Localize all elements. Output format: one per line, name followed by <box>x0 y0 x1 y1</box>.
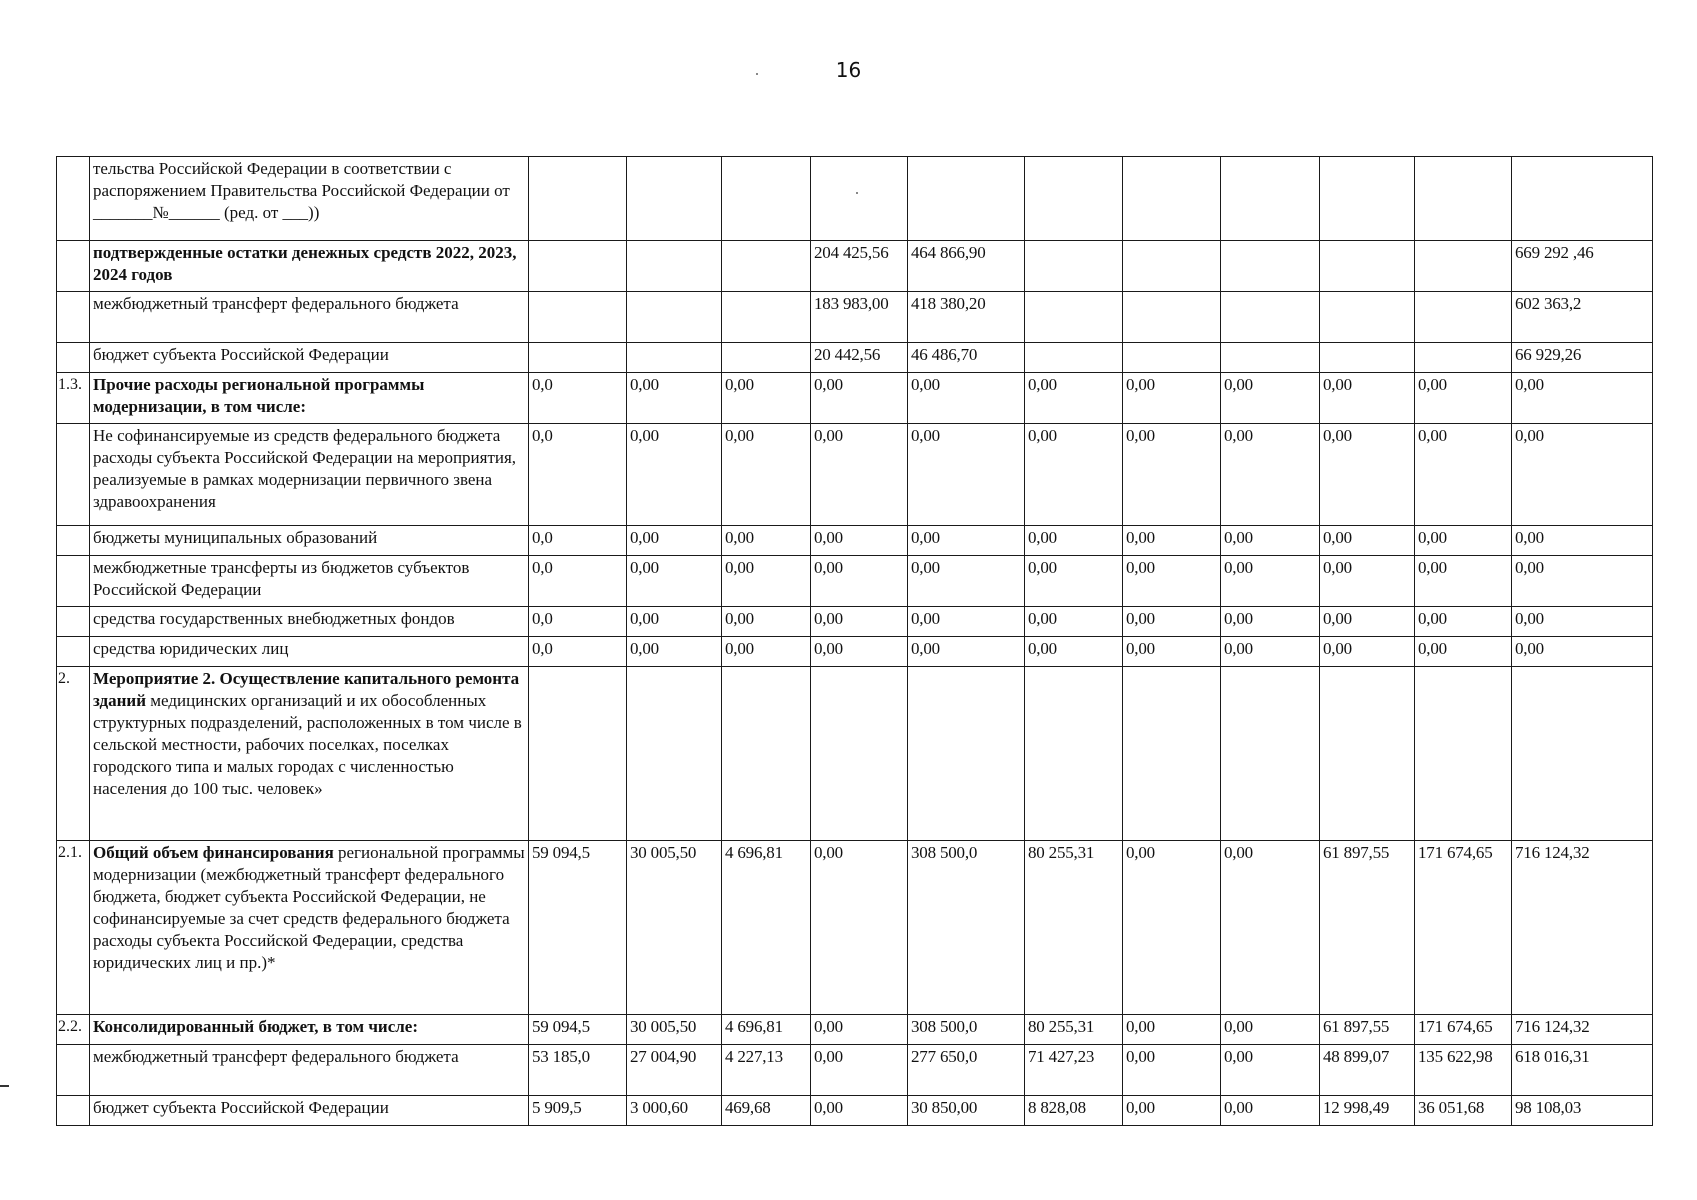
row-description <box>90 607 529 637</box>
row-description <box>90 1015 529 1045</box>
value-cell: 80 255,31 <box>1025 1015 1123 1045</box>
value-cell: 0,00 <box>1025 637 1123 667</box>
value-cell: 0,00 <box>1512 373 1653 424</box>
value-cell: 135 622,98 <box>1415 1045 1512 1096</box>
description-text: средства государственных внебюджетных фондов <box>93 609 455 628</box>
table-row <box>57 1096 1653 1126</box>
row-code <box>57 1096 90 1126</box>
value-cell: 0,00 <box>722 373 811 424</box>
value-cell: 0,00 <box>1415 373 1512 424</box>
value-cell: 0,00 <box>722 637 811 667</box>
value-cell: 0,00 <box>1320 373 1415 424</box>
row-description <box>90 343 529 373</box>
table-row <box>57 526 1653 556</box>
value-cell: 716 124,32 <box>1512 841 1653 1015</box>
value-cell: 12 998,49 <box>1320 1096 1415 1126</box>
value-cell: 0,00 <box>722 526 811 556</box>
value-cell <box>627 157 722 241</box>
value-cell: 669 292 ,46 <box>1512 241 1653 292</box>
value-cell: 0,00 <box>1415 607 1512 637</box>
value-cell: 308 500,0 <box>908 1015 1025 1045</box>
value-cell: 0,00 <box>811 1015 908 1045</box>
value-cell: 59 094,5 <box>529 1015 627 1045</box>
value-cell: 0,00 <box>1221 637 1320 667</box>
value-cell: 308 500,0 <box>908 841 1025 1015</box>
value-cell: 0,00 <box>1415 556 1512 607</box>
row-code: 2. <box>57 667 90 841</box>
value-cell: 98 108,03 <box>1512 1096 1653 1126</box>
value-cell <box>811 157 908 241</box>
value-cell <box>1221 292 1320 343</box>
value-cell: 80 255,31 <box>1025 841 1123 1015</box>
value-cell: 0,00 <box>811 556 908 607</box>
table-row <box>57 1045 1653 1096</box>
value-cell: 5 909,5 <box>529 1096 627 1126</box>
description-bold-text: подтвержденные остатки денежных средств 2022, 2023, 2024 годов <box>93 243 517 284</box>
row-code: 1.3. <box>57 373 90 424</box>
value-cell: 4 227,13 <box>722 1045 811 1096</box>
value-cell: 0,00 <box>1221 556 1320 607</box>
row-description <box>90 841 529 1015</box>
value-cell: 0,00 <box>1025 556 1123 607</box>
value-cell <box>1123 241 1221 292</box>
value-cell: 0,0 <box>529 637 627 667</box>
value-cell: 171 674,65 <box>1415 1015 1512 1045</box>
value-cell <box>1123 343 1221 373</box>
value-cell: 0,0 <box>529 607 627 637</box>
value-cell <box>722 343 811 373</box>
value-cell: 0,00 <box>1415 526 1512 556</box>
value-cell: 0,00 <box>627 373 722 424</box>
value-cell <box>1512 157 1653 241</box>
table-row <box>57 667 1653 841</box>
value-cell <box>1320 667 1415 841</box>
value-cell <box>1025 157 1123 241</box>
value-cell: 46 486,70 <box>908 343 1025 373</box>
value-cell: 0,00 <box>1123 841 1221 1015</box>
value-cell: 0,00 <box>1123 526 1221 556</box>
value-cell <box>908 667 1025 841</box>
table-row <box>57 292 1653 343</box>
value-cell: 0,00 <box>1320 637 1415 667</box>
value-cell: 0,00 <box>1221 1045 1320 1096</box>
value-cell: 0,00 <box>1512 526 1653 556</box>
value-cell <box>627 292 722 343</box>
value-cell: 0,00 <box>1025 424 1123 526</box>
value-cell: 0,00 <box>722 424 811 526</box>
row-description <box>90 157 529 241</box>
value-cell: 0,00 <box>627 607 722 637</box>
value-cell <box>1025 292 1123 343</box>
value-cell: 0,0 <box>529 424 627 526</box>
row-code: 2.2. <box>57 1015 90 1045</box>
value-cell: 0,00 <box>1320 526 1415 556</box>
description-text: межбюджетные трансферты из бюджетов субъектов Российской Федерации <box>93 558 470 599</box>
value-cell <box>529 667 627 841</box>
value-cell: 469,68 <box>722 1096 811 1126</box>
row-description <box>90 556 529 607</box>
value-cell: 0,00 <box>627 556 722 607</box>
value-cell <box>1320 157 1415 241</box>
financing-table <box>56 156 1653 1126</box>
value-cell: 3 000,60 <box>627 1096 722 1126</box>
value-cell <box>529 241 627 292</box>
value-cell: 0,00 <box>1221 424 1320 526</box>
table-row <box>57 607 1653 637</box>
value-cell <box>529 343 627 373</box>
value-cell <box>1123 157 1221 241</box>
value-cell: 0,00 <box>1123 1045 1221 1096</box>
row-code <box>57 556 90 607</box>
value-cell <box>722 667 811 841</box>
value-cell: 277 650,0 <box>908 1045 1025 1096</box>
value-cell <box>1320 292 1415 343</box>
value-cell: 0,00 <box>627 526 722 556</box>
value-cell: 0,00 <box>908 373 1025 424</box>
margin-mark <box>0 1085 9 1087</box>
value-cell <box>1320 241 1415 292</box>
value-cell <box>1221 343 1320 373</box>
value-cell: 0,00 <box>1415 637 1512 667</box>
row-description <box>90 1045 529 1096</box>
value-cell: 418 380,20 <box>908 292 1025 343</box>
value-cell: 36 051,68 <box>1415 1096 1512 1126</box>
value-cell: 0,00 <box>1025 526 1123 556</box>
row-code <box>57 157 90 241</box>
description-text: тельства Российской Федерации в соответствии с распоряжением Правительства Российской Федерации от _______№______ (ред. от ___)) <box>93 159 510 222</box>
description-bold-text: Мероприятие 2. Осуществление капитального ремонта зданий <box>93 669 520 710</box>
value-cell: 716 124,32 <box>1512 1015 1653 1045</box>
value-cell: 183 983,00 <box>811 292 908 343</box>
value-cell: 0,00 <box>627 424 722 526</box>
value-cell: 464 866,90 <box>908 241 1025 292</box>
row-description <box>90 637 529 667</box>
value-cell: 0,00 <box>1320 424 1415 526</box>
value-cell: 0,0 <box>529 373 627 424</box>
value-cell: 0,00 <box>1123 556 1221 607</box>
scan-speck <box>756 73 758 75</box>
table-row <box>57 1015 1653 1045</box>
value-cell <box>1320 343 1415 373</box>
value-cell: 30 850,00 <box>908 1096 1025 1126</box>
description-text: бюджет субъекта Российской Федерации <box>93 1098 389 1117</box>
description-bold-text: Консолидированный бюджет, в том числе: <box>93 1017 419 1036</box>
value-cell: 0,00 <box>811 841 908 1015</box>
value-cell: 0,00 <box>1123 637 1221 667</box>
value-cell: 27 004,90 <box>627 1045 722 1096</box>
value-cell <box>1512 667 1653 841</box>
value-cell: 0,00 <box>722 556 811 607</box>
value-cell: 0,00 <box>722 607 811 637</box>
description-text: региональной программы модернизации (межбюджетный трансферт федерального бюджета, бюджет субъекта Российской Федерации, не софинансируемые за счет средств федерального бюджета расходы субъекта Российской Федерации, средства юридических лиц и пр.)* <box>93 843 525 972</box>
value-cell <box>1025 241 1123 292</box>
value-cell <box>529 292 627 343</box>
row-description <box>90 667 529 841</box>
value-cell <box>1415 343 1512 373</box>
row-description <box>90 373 529 424</box>
value-cell: 4 696,81 <box>722 1015 811 1045</box>
value-cell <box>1221 157 1320 241</box>
row-description <box>90 241 529 292</box>
table-row <box>57 841 1653 1015</box>
value-cell: 0,00 <box>1221 526 1320 556</box>
value-cell <box>627 667 722 841</box>
row-code <box>57 343 90 373</box>
value-cell <box>908 157 1025 241</box>
value-cell <box>1123 292 1221 343</box>
value-cell: 0,00 <box>908 556 1025 607</box>
row-code <box>57 424 90 526</box>
value-cell: 66 929,26 <box>1512 343 1653 373</box>
description-text: межбюджетный трансферт федерального бюджета <box>93 1047 459 1066</box>
value-cell <box>1123 667 1221 841</box>
value-cell <box>1221 667 1320 841</box>
description-bold-text: Прочие расходы региональной программы модернизации, в том числе: <box>93 375 425 416</box>
value-cell: 71 427,23 <box>1025 1045 1123 1096</box>
value-cell: 0,00 <box>1512 424 1653 526</box>
value-cell: 204 425,56 <box>811 241 908 292</box>
value-cell: 0,00 <box>1320 607 1415 637</box>
row-description <box>90 292 529 343</box>
table-row <box>57 637 1653 667</box>
description-text: межбюджетный трансферт федерального бюджета <box>93 294 459 313</box>
row-code <box>57 526 90 556</box>
value-cell: 59 094,5 <box>529 841 627 1015</box>
value-cell: 20 442,56 <box>811 343 908 373</box>
value-cell <box>1221 241 1320 292</box>
value-cell: 0,00 <box>811 607 908 637</box>
value-cell: 0,00 <box>811 1096 908 1126</box>
value-cell <box>1415 157 1512 241</box>
value-cell: 0,00 <box>908 424 1025 526</box>
value-cell: 0,00 <box>1221 373 1320 424</box>
value-cell: 0,00 <box>1123 607 1221 637</box>
value-cell: 0,00 <box>1221 607 1320 637</box>
value-cell: 0,00 <box>1221 841 1320 1015</box>
value-cell: 0,00 <box>627 637 722 667</box>
value-cell <box>1025 343 1123 373</box>
row-code <box>57 241 90 292</box>
value-cell: 602 363,2 <box>1512 292 1653 343</box>
value-cell: 61 897,55 <box>1320 841 1415 1015</box>
table-row <box>57 157 1653 241</box>
description-text: средства юридических лиц <box>93 639 289 658</box>
table-row <box>57 343 1653 373</box>
value-cell: 0,00 <box>1512 637 1653 667</box>
row-code: 2.1. <box>57 841 90 1015</box>
value-cell: 0,00 <box>1123 1015 1221 1045</box>
row-description <box>90 1096 529 1126</box>
value-cell: 0,00 <box>1221 1015 1320 1045</box>
value-cell: 0,00 <box>1415 424 1512 526</box>
value-cell <box>722 292 811 343</box>
value-cell: 0,00 <box>908 637 1025 667</box>
value-cell: 0,00 <box>908 607 1025 637</box>
value-cell: 0,00 <box>811 424 908 526</box>
description-text: медицинских организаций и их обособленных структурных подразделений, расположенных в том числе в сельской местности, рабочих поселках, поселках городского типа и малых городах с численностью населения до 100 тыс. человек» <box>93 691 522 798</box>
value-cell: 30 005,50 <box>627 1015 722 1045</box>
value-cell: 8 828,08 <box>1025 1096 1123 1126</box>
value-cell: 0,00 <box>1123 1096 1221 1126</box>
value-cell: 0,00 <box>811 637 908 667</box>
table-row <box>57 241 1653 292</box>
row-code <box>57 1045 90 1096</box>
row-description <box>90 424 529 526</box>
value-cell <box>627 241 722 292</box>
value-cell <box>529 157 627 241</box>
value-cell: 48 899,07 <box>1320 1045 1415 1096</box>
value-cell: 0,00 <box>1123 424 1221 526</box>
value-cell: 0,00 <box>811 526 908 556</box>
value-cell: 0,00 <box>1320 556 1415 607</box>
value-cell: 61 897,55 <box>1320 1015 1415 1045</box>
value-cell <box>1415 292 1512 343</box>
value-cell <box>1415 241 1512 292</box>
description-text: бюджет субъекта Российской Федерации <box>93 345 389 364</box>
table-row <box>57 556 1653 607</box>
value-cell: 53 185,0 <box>529 1045 627 1096</box>
value-cell: 0,00 <box>1123 373 1221 424</box>
description-text: бюджеты муниципальных образований <box>93 528 378 547</box>
value-cell: 0,00 <box>811 373 908 424</box>
row-description <box>90 526 529 556</box>
value-cell <box>722 157 811 241</box>
value-cell <box>1025 667 1123 841</box>
value-cell: 0,00 <box>1512 607 1653 637</box>
page-number: 16 <box>835 58 862 82</box>
value-cell: 0,00 <box>1025 373 1123 424</box>
value-cell: 0,00 <box>1221 1096 1320 1126</box>
row-code <box>57 292 90 343</box>
value-cell: 0,0 <box>529 556 627 607</box>
value-cell: 4 696,81 <box>722 841 811 1015</box>
value-cell: 171 674,65 <box>1415 841 1512 1015</box>
value-cell <box>627 343 722 373</box>
value-cell: 0,0 <box>529 526 627 556</box>
value-cell <box>811 667 908 841</box>
value-cell <box>1415 667 1512 841</box>
value-cell: 0,00 <box>1025 607 1123 637</box>
table-row <box>57 373 1653 424</box>
value-cell: 0,00 <box>811 1045 908 1096</box>
row-code <box>57 607 90 637</box>
value-cell: 618 016,31 <box>1512 1045 1653 1096</box>
row-code <box>57 637 90 667</box>
value-cell <box>722 241 811 292</box>
description-text: Не софинансируемые из средств федерального бюджета расходы субъекта Российской Федерации на мероприятия, реализуемые в рамках модернизации первичного звена здравоохранения <box>93 426 517 511</box>
value-cell: 30 005,50 <box>627 841 722 1015</box>
table-row <box>57 424 1653 526</box>
value-cell: 0,00 <box>1512 556 1653 607</box>
value-cell: 0,00 <box>908 526 1025 556</box>
description-bold-text: Общий объем финансирования <box>93 843 334 862</box>
